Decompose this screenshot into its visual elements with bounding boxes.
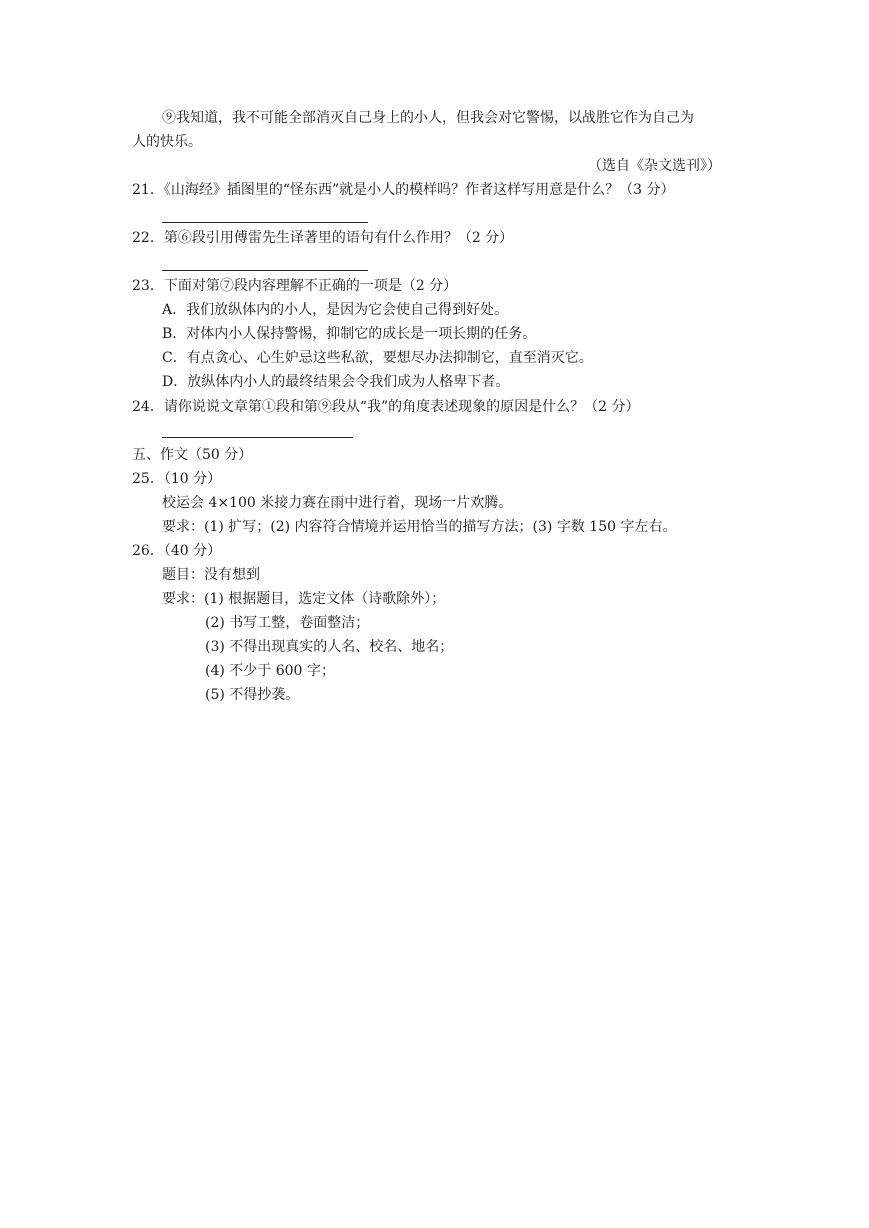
question-26-requirement-4: (4) 不少于 600 字； <box>205 663 335 679</box>
question-26-requirement-1: 要求：(1) 根据题目，选定文体（诗歌除外）； <box>162 591 446 607</box>
question-24: 24．请你说说文章第①段和第⑨段从“我”的角度表述现象的原因是什么？（2 分） <box>132 399 640 415</box>
question-23: 23．下面对第⑦段内容理解不正确的一项是（2 分） <box>132 278 458 294</box>
question-23-option-c: C．有点贪心、心生妒忌这些私欲，要想尽办法抑制它，直至消灭它。 <box>162 350 593 366</box>
question-22: 22．第⑥段引用傅雷先生译著里的语句有什么作用？（2 分） <box>132 230 514 246</box>
question-21: 21．《山海经》插图里的“怪东西”就是小人的模样吗？作者这样写用意是什么？（3 分） <box>132 182 675 198</box>
question-25-prompt: 校运会 4×100 米接力赛在雨中进行着，现场一片欢腾。 <box>162 495 513 511</box>
question-23-option-d: D．放纵体内小人的最终结果会令我们成为人格卑下者。 <box>162 374 510 390</box>
passage-source: （选自《杂文选刊》） <box>588 158 721 174</box>
passage-para9-line2: 人的快乐。 <box>132 134 202 150</box>
section-heading-composition: 五、作文（50 分） <box>132 447 253 463</box>
question-26: 26．（40 分） <box>132 543 222 559</box>
answer-line-21 <box>162 222 368 223</box>
question-23-option-b: B．对体内小人保持警惕，抑制它的成长是一项长期的任务。 <box>162 326 537 342</box>
question-26-title: 题目：没有想到 <box>162 567 260 583</box>
answer-line-24 <box>162 437 353 438</box>
passage-para9-line1: ⑨我知道，我不可能全部消灭自己身上的小人，但我会对它警惕，以战胜它作为自己为 <box>162 110 694 126</box>
question-25-requirements: 要求：(1) 扩写；(2) 内容符合情境并运用恰当的描写方法；(3) 字数 150 字左右。 <box>162 519 677 535</box>
question-23-option-a: A．我们放纵体内的小人，是因为它会使自己得到好处。 <box>162 302 509 318</box>
question-26-requirement-2: (2) 书写工整，卷面整洁； <box>205 615 370 631</box>
question-25: 25．（10 分） <box>132 471 222 487</box>
answer-line-22 <box>162 270 368 271</box>
question-26-requirement-3: (3) 不得出现真实的人名、校名、地名； <box>205 639 454 655</box>
question-26-requirement-5: (5) 不得抄袭。 <box>205 687 300 703</box>
